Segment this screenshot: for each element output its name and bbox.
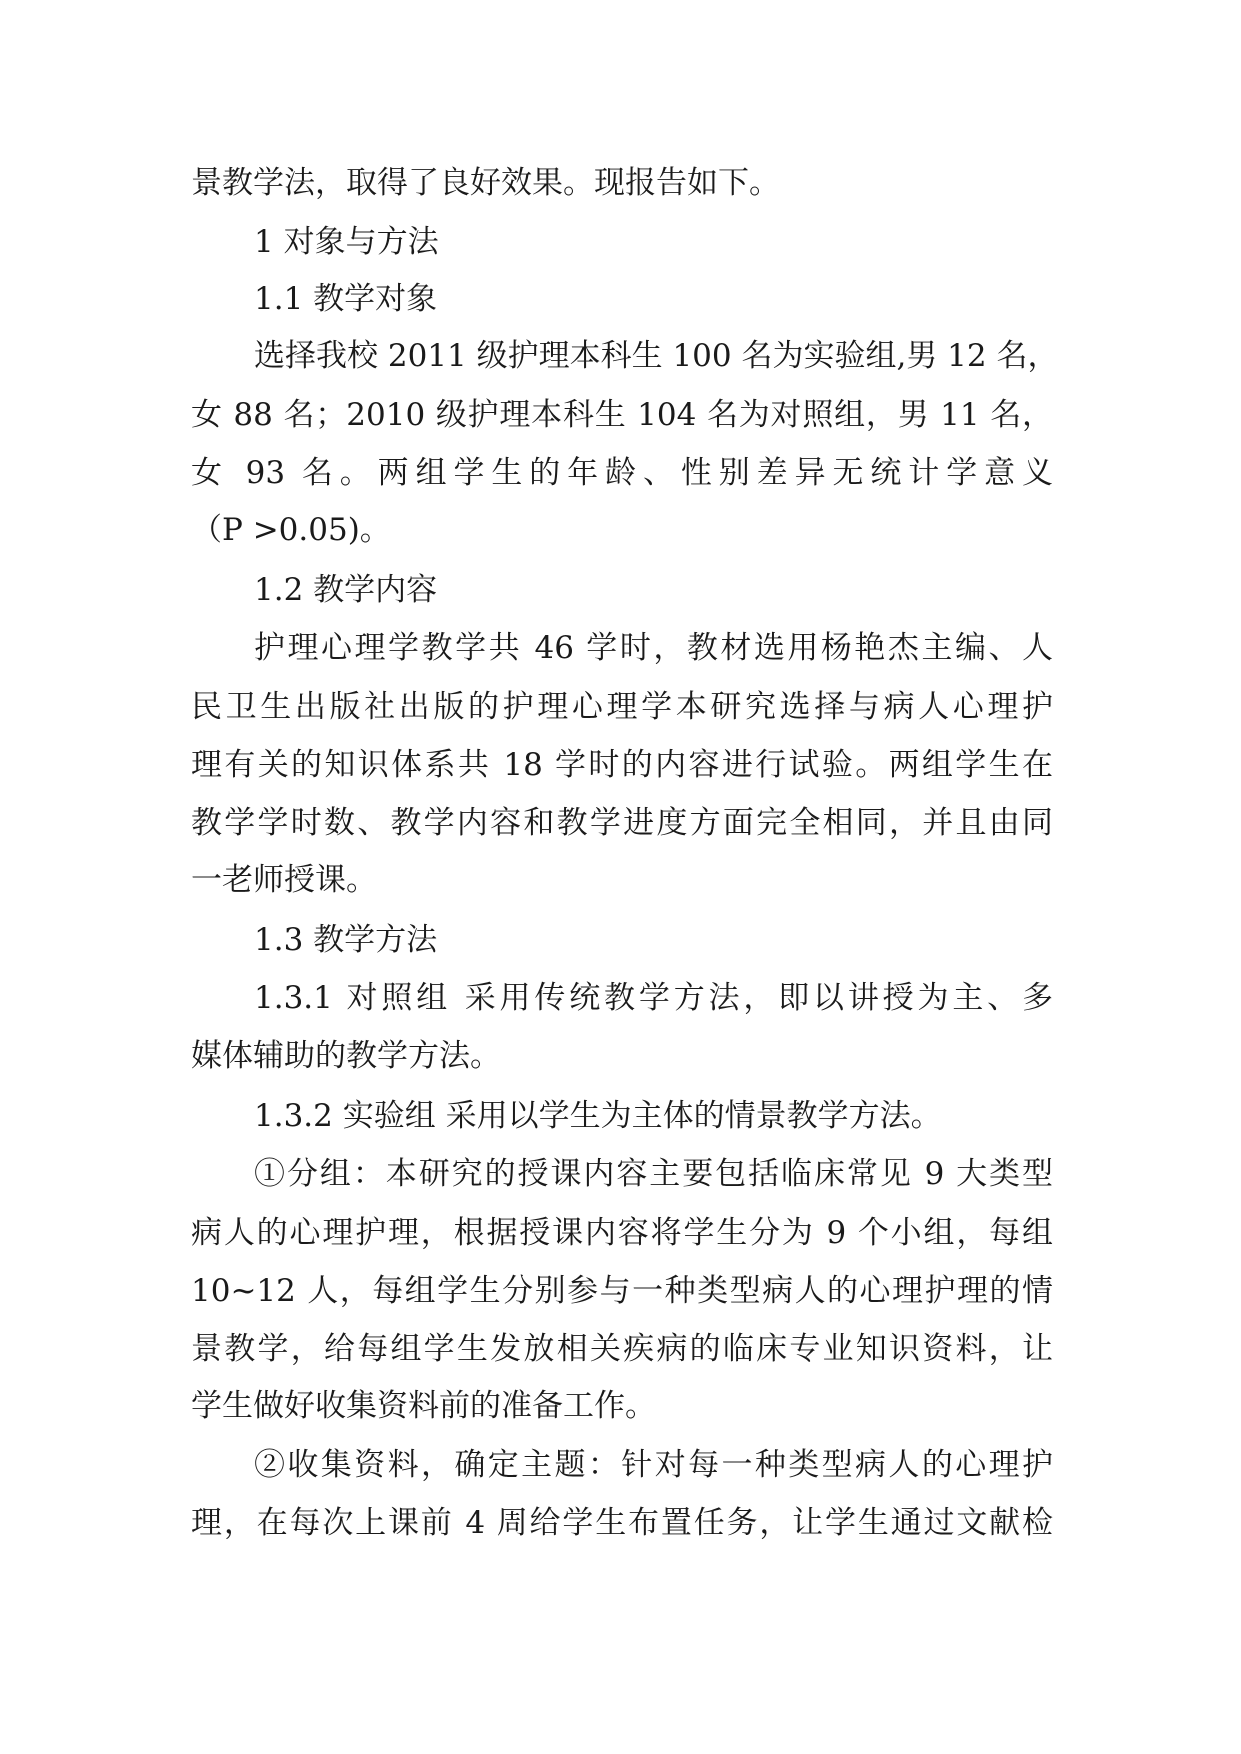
text-line: 女 93 名。两组学生的年龄、性别差异无统计学意义 — [191, 455, 1053, 491]
text-line: 理有关的知识体系共 18 学时的内容进行试验。两组学生在 — [191, 747, 1053, 783]
text-line: 1.2 教学内容 — [254, 572, 438, 608]
text-line: 1.3.1 对照组 采用传统教学方法，即以讲授为主、多 — [254, 980, 1053, 1016]
text-line: 1.3 教学方法 — [254, 922, 438, 958]
text-line: 景教学法，取得了良好效果。现报告如下。 — [191, 165, 780, 201]
text-line: 媒体辅助的教学方法。 — [191, 1038, 501, 1074]
text-line: 护理心理学教学共 46 学时，教材选用杨艳杰主编、人 — [254, 630, 1053, 666]
text-line: ①分组：本研究的授课内容主要包括临床常见 9 大类型 — [254, 1156, 1053, 1192]
text-line: 选择我校 2011 级护理本科生 100 名为实验组,男 12 名， — [254, 338, 1059, 374]
text-line: ②收集资料，确定主题：针对每一种类型病人的心理护 — [254, 1447, 1053, 1483]
text-line: 一老师授课。 — [191, 862, 377, 898]
text-line: 1.1 教学对象 — [254, 281, 438, 317]
text-line: 景教学，给每组学生发放相关疾病的临床专业知识资料，让 — [191, 1331, 1053, 1367]
text-line: 病人的心理护理，根据授课内容将学生分为 9 个小组，每组 — [191, 1215, 1053, 1251]
text-line: 10~12 人，每组学生分别参与一种类型病人的心理护理的情 — [191, 1273, 1053, 1309]
text-line: 理，在每次上课前 4 周给学生布置任务，让学生通过文献检 — [191, 1505, 1053, 1541]
text-line: 学生做好收集资料前的准备工作。 — [191, 1388, 656, 1424]
text-line: 1 对象与方法 — [254, 224, 439, 260]
text-line: 教学学时数、教学内容和教学进度方面完全相同，并且由同 — [191, 805, 1053, 841]
text-line: 1.3.2 实验组 采用以学生为主体的情景教学方法。 — [254, 1098, 942, 1134]
text-line: （P >0.05)。 — [191, 512, 391, 548]
text-line: 女 88 名；2010 级护理本科生 104 名为对照组，男 11 名， — [191, 397, 1053, 433]
text-line: 民卫生出版社出版的护理心理学本研究选择与病人心理护 — [191, 689, 1053, 725]
